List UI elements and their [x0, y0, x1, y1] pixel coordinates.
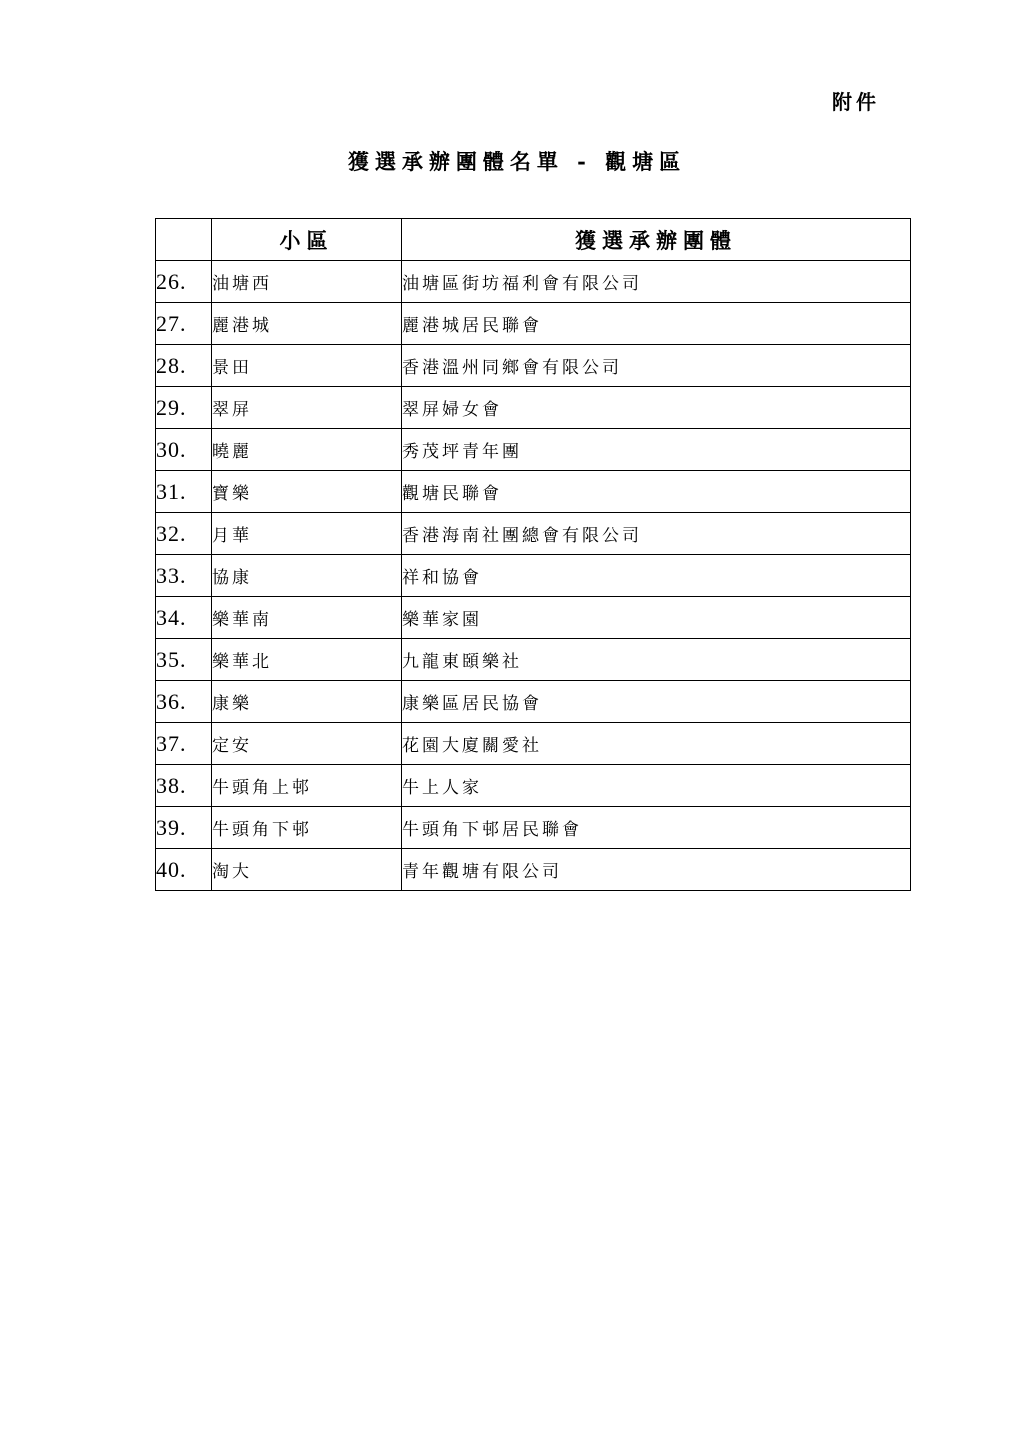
page-title: 獲選承辦團體名單 - 觀塘區: [347, 149, 687, 174]
table-row: [156, 555, 911, 597]
table-row: [156, 597, 911, 639]
row-number: 28.: [156, 345, 212, 387]
row-number: 33.: [156, 555, 212, 597]
row-area: 景田: [212, 345, 402, 387]
row-organization: 樂華家園: [402, 597, 911, 639]
row-area: 寶樂: [212, 471, 402, 513]
row-area: 麗港城: [212, 303, 402, 345]
table-row: [156, 345, 911, 387]
row-organization: 康樂區居民協會: [402, 681, 911, 723]
table-row: [156, 471, 911, 513]
row-area: 曉麗: [212, 429, 402, 471]
row-number: 27.: [156, 303, 212, 345]
row-area: 油塘西: [212, 261, 402, 303]
row-organization: 翠屏婦女會: [402, 387, 911, 429]
row-organization: 觀塘民聯會: [402, 471, 911, 513]
table-row: [156, 849, 911, 891]
table-row: [156, 723, 911, 765]
row-number: 32.: [156, 513, 212, 555]
row-number: 39.: [156, 807, 212, 849]
row-organization: 香港海南社團總會有限公司: [402, 513, 911, 555]
row-organization: 九龍東頣樂社: [402, 639, 911, 681]
table-row: [156, 639, 911, 681]
header-organization: 獲選承辦團體: [402, 219, 911, 261]
row-area: 樂華北: [212, 639, 402, 681]
row-area: 協康: [212, 555, 402, 597]
row-area: 牛頭角下邨: [212, 807, 402, 849]
row-organization: 青年觀塘有限公司: [402, 849, 911, 891]
row-organization: 花園大廈關愛社: [402, 723, 911, 765]
row-area: 樂華南: [212, 597, 402, 639]
row-number: 29.: [156, 387, 212, 429]
table-row: [156, 387, 911, 429]
row-organization: 秀茂坪青年團: [402, 429, 911, 471]
row-number: 36.: [156, 681, 212, 723]
row-number: 40.: [156, 849, 212, 891]
row-number: 34.: [156, 597, 212, 639]
row-organization: 牛頭角下邨居民聯會: [402, 807, 911, 849]
row-area: 康樂: [212, 681, 402, 723]
table-row: [156, 513, 911, 555]
row-area: 牛頭角上邨: [212, 765, 402, 807]
row-number: 26.: [156, 261, 212, 303]
table-row: [156, 807, 911, 849]
table-row: [156, 681, 911, 723]
table-header-row: [156, 219, 911, 261]
table-row: [156, 303, 911, 345]
row-organization: 麗港城居民聯會: [402, 303, 911, 345]
row-area: 淘大: [212, 849, 402, 891]
row-organization: 牛上人家: [402, 765, 911, 807]
row-area: 定安: [212, 723, 402, 765]
table-row: [156, 261, 911, 303]
row-number: 31.: [156, 471, 212, 513]
header-number: [156, 219, 212, 261]
row-organization: 油塘區街坊福利會有限公司: [402, 261, 911, 303]
row-organization: 香港溫州同鄉會有限公司: [402, 345, 911, 387]
row-number: 37.: [156, 723, 212, 765]
header-area: 小區: [212, 219, 402, 261]
selected-organizations-table: [155, 218, 911, 891]
row-number: 35.: [156, 639, 212, 681]
row-area: 翠屏: [212, 387, 402, 429]
annex-label: 附件: [832, 90, 880, 114]
row-organization: 祥和協會: [402, 555, 911, 597]
row-number: 38.: [156, 765, 212, 807]
table-row: [156, 765, 911, 807]
row-area: 月華: [212, 513, 402, 555]
row-number: 30.: [156, 429, 212, 471]
table-row: [156, 429, 911, 471]
